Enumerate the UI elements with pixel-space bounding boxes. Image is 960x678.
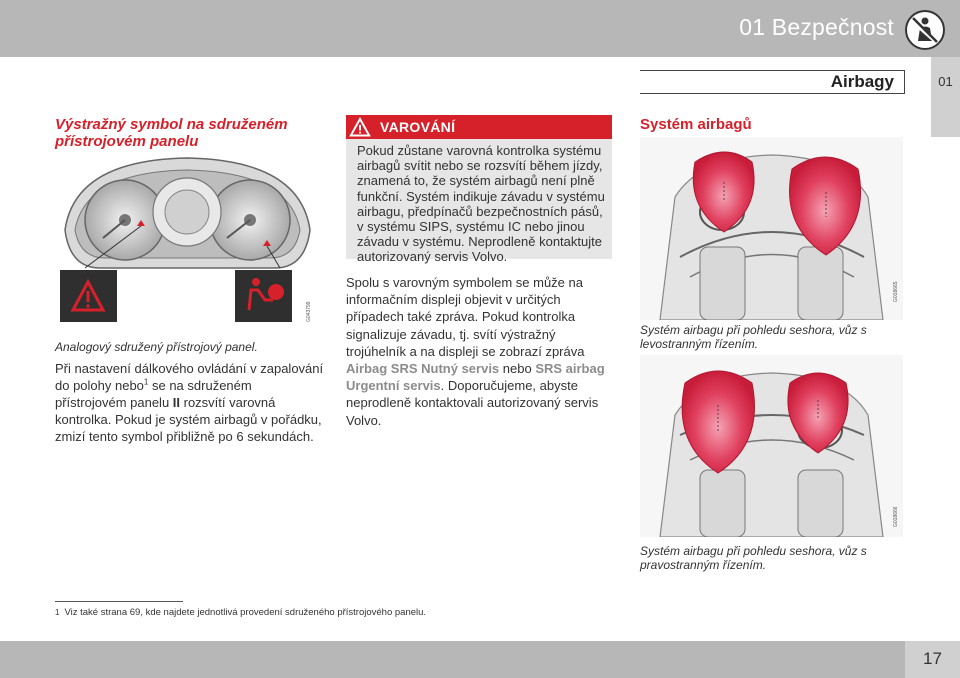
fig1-code: G018665 <box>893 281 899 302</box>
warning-text: Pokud zůstane varovná kontrolka systému airbagů svítit nebo se rozsvítí během jízdy, znamená to, že systém airbagů není plně funkční. Systém indikuje závadu v systému airbagu, předpínačů bezpečnostních pásů, v systému SIPS, systému IC nebo jinou závadu v systému. Neprodleně kontaktujte autorizovaný servis Volvo. <box>357 143 605 265</box>
left-figure-code: G043799 <box>306 301 312 322</box>
left-body-part-1: Při nastavení dálkového ovládání v zapalování do polohy nebo <box>55 361 324 393</box>
instrument-cluster-figure <box>55 150 320 338</box>
footnote <box>55 607 426 618</box>
chapter-tab-label: 01 <box>938 74 953 89</box>
warning-triangle-icon <box>349 117 371 137</box>
fig2-code: G018666 <box>893 506 899 527</box>
airbag-figure-right-hand-drive <box>640 355 903 537</box>
left-body-part-3: rozsvítí varovná kontrolka. Pokud je systém airbagů v pořádku, zmizí tento symbol přibližně po 6 sekundách. <box>55 395 322 444</box>
footnote-ref[interactable]: 1 <box>143 377 149 387</box>
left-body-part-2: se na sdruženém přístrojovém panelu <box>55 378 252 410</box>
ignition-position: II <box>172 395 181 410</box>
footnote-number: 1 <box>55 608 60 617</box>
fig1-caption: Systém airbagu při pohledu seshora, vůz s levostranným řízením. <box>640 323 867 351</box>
footer-bar <box>0 641 960 678</box>
middle-part-3: . Doporučujeme, abyste neprodleně kontaktovali autorizovaný servis Volvo. <box>346 378 599 428</box>
message-airbag-service: Airbag SRS Nutný servis <box>346 361 500 377</box>
middle-body-text <box>346 274 616 429</box>
left-body-text <box>55 360 325 445</box>
left-heading: Výstražný symbol na sdruženém přístrojovém panelu <box>55 116 288 150</box>
seatbelt-icon <box>905 10 945 50</box>
footnote-rule <box>55 601 183 602</box>
right-heading: Systém airbagů <box>640 116 752 133</box>
warning-title: VAROVÁNÍ <box>380 119 456 135</box>
chapter-title: 01 Bezpečnost <box>739 14 894 40</box>
chapter-tab <box>931 57 960 137</box>
airbag-figure-left-hand-drive <box>640 137 903 320</box>
message-airbag-urgent: SRS airbag Urgentní servis <box>346 361 605 394</box>
cluster-caption: Analogový sdružený přístrojový panel. <box>55 340 258 354</box>
footnote-text: Viz také strana 69, kde najdete jednotlivá provedení sdruženého přístrojového panelu. <box>64 607 427 618</box>
page-number: 17 <box>923 649 942 668</box>
fig2-caption: Systém airbagu při pohledu seshora, vůz s pravostranným řízením. <box>640 544 867 572</box>
middle-part-2: nebo <box>499 361 536 377</box>
middle-part-1: Spolu s varovným symbolem se může na informačním displeji objevit v určitých případech také zpráva. Pokud kontrolka signalizuje závadu, tj. svítí výstražný trojúhelník a na displeji se zobrazí zpráva <box>346 275 585 359</box>
section-title: Airbagy <box>830 72 894 91</box>
